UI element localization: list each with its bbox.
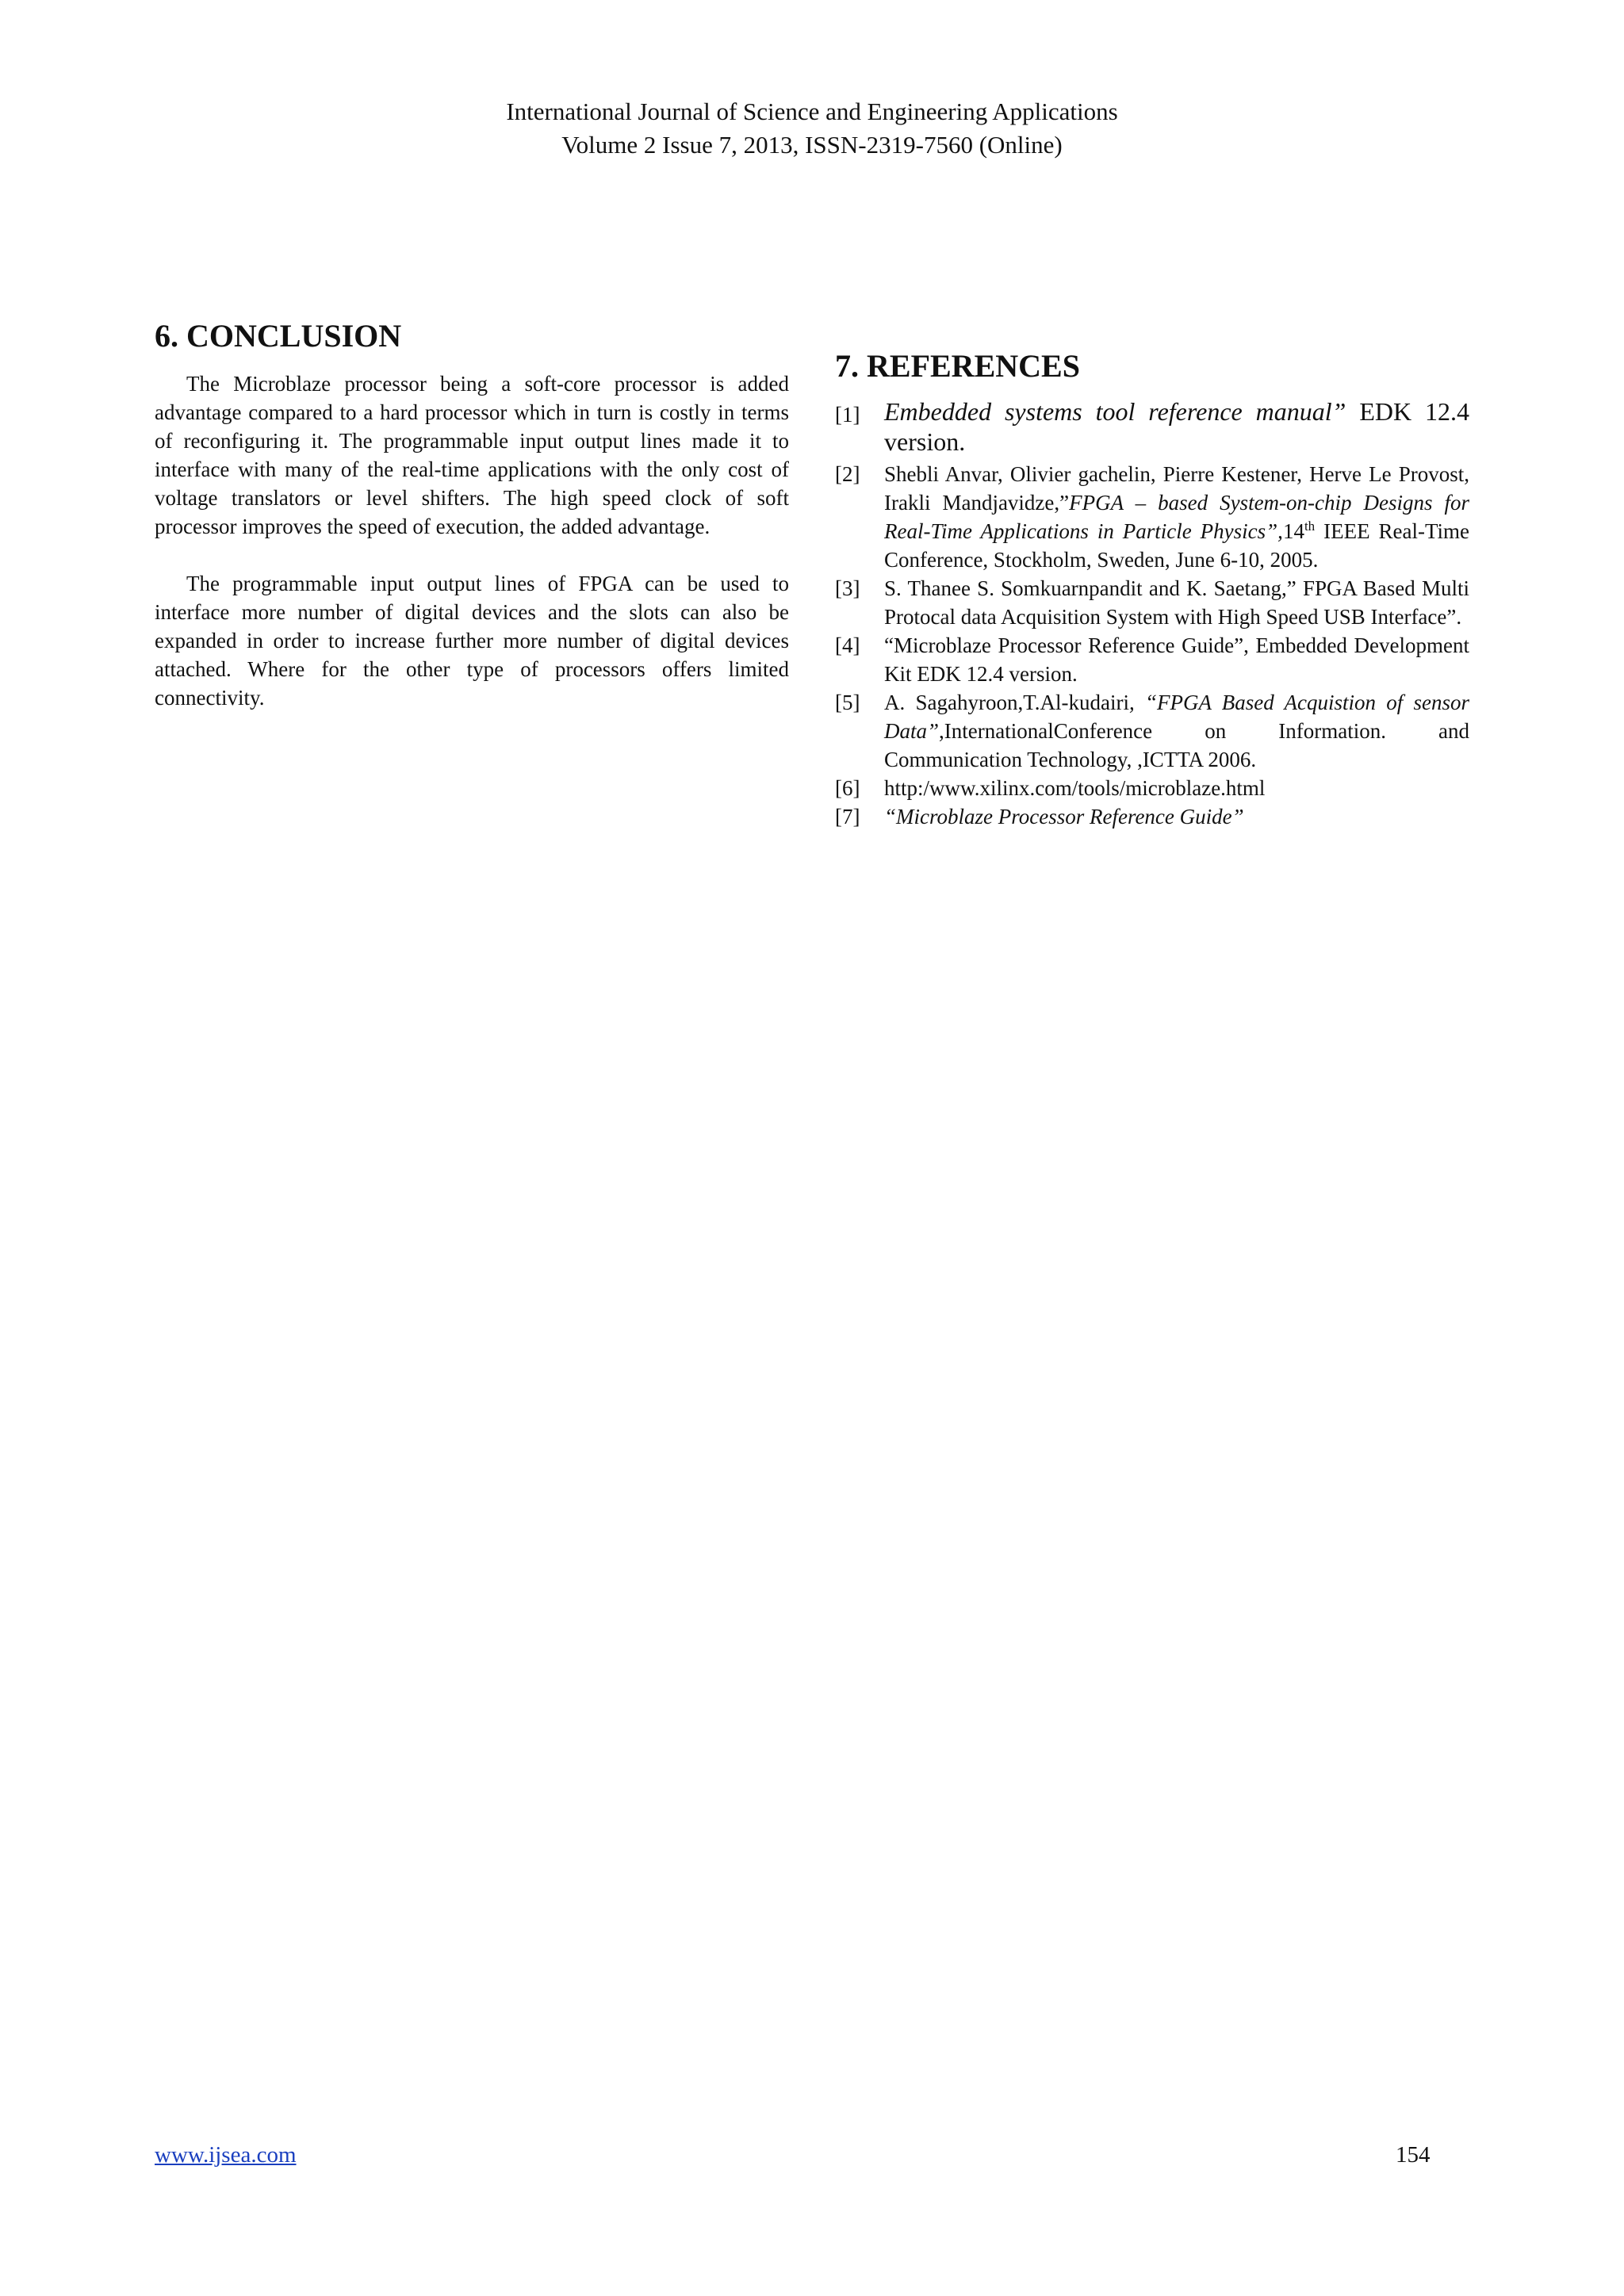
references-heading: 7. REFERENCES — [835, 348, 1080, 384]
reference-item — [835, 688, 1469, 774]
reference-text: “Microblaze Processor Reference Guide” — [884, 805, 1244, 828]
reference-number: [1] — [835, 403, 860, 427]
reference-item — [835, 460, 1469, 574]
reference-number: [2] — [835, 462, 860, 486]
reference-number: [6] — [835, 776, 860, 800]
reference-number: [4] — [835, 633, 860, 657]
reference-text: “Microblaze Processor Reference Guide”, Embedded Development Kit EDK 12.4 version. — [884, 633, 1469, 686]
reference-text: A. Sagahyroon,T.Al-kudairi, “FPGA Based Acquistion of sensor Data”,InternationalConference on Information. and Communication Technology, ,ICTTA 2006. — [884, 691, 1470, 771]
reference-item — [835, 631, 1469, 688]
reference-text: Shebli Anvar, Olivier gachelin, Pierre Kestener, Herve Le Provost, Irakli Mandjavidze,”FPGA – based System-on-chip Designs for Real-Time Applications in Particle Physics”,14th IEEE Real-Time Conference, Stockholm, Sweden, June 6-10, 2005. — [884, 462, 1470, 572]
reference-number: [3] — [835, 576, 860, 600]
conclusion-section — [155, 317, 789, 740]
page-number: 154 — [1396, 2142, 1431, 2168]
conclusion-paragraph: The programmable input output lines of FPGA can be used to interface more number of digital devices and the slots can also be expanded in order to increase further more number of digital devices attached. Where for the other type of processors offers limited connectivity. — [155, 572, 789, 710]
page-header — [0, 95, 1624, 162]
journal-volume: Volume 2 Issue 7, 2013, ISSN-2319-7560 (Online) — [561, 131, 1063, 159]
reference-item — [835, 802, 1469, 831]
conclusion-paragraph: The Microblaze processor being a soft-core processor is added advantage compared to a hard processor which in turn is costly in terms of reconfiguring it. The programmable input output lines made it to interface with many of the real-time applications with the only cost of voltage translators or level shifters. The high speed clock of soft processor improves the speed of execution, the added advantage. — [155, 372, 789, 538]
reference-list — [835, 396, 1469, 831]
reference-item — [835, 396, 1469, 457]
journal-title: International Journal of Science and Engineering Applications — [506, 98, 1118, 125]
journal-website-link[interactable]: www.ijsea.com — [155, 2142, 297, 2168]
reference-number: [5] — [835, 691, 860, 714]
reference-item — [835, 774, 1469, 802]
reference-text: S. Thanee S. Somkuarnpandit and K. Saetang,” FPGA Based Multi Protocal data Acquisition System with High Speed USB Interface”. — [884, 576, 1469, 629]
references-section — [835, 317, 1469, 831]
reference-item — [835, 574, 1469, 631]
reference-url: http:/www.xilinx.com/tools/microblaze.html — [884, 776, 1266, 800]
reference-text: Embedded systems tool reference manual” EDK 12.4 version. — [884, 397, 1469, 456]
conclusion-heading: 6. CONCLUSION — [155, 318, 402, 354]
reference-number: [7] — [835, 805, 860, 828]
